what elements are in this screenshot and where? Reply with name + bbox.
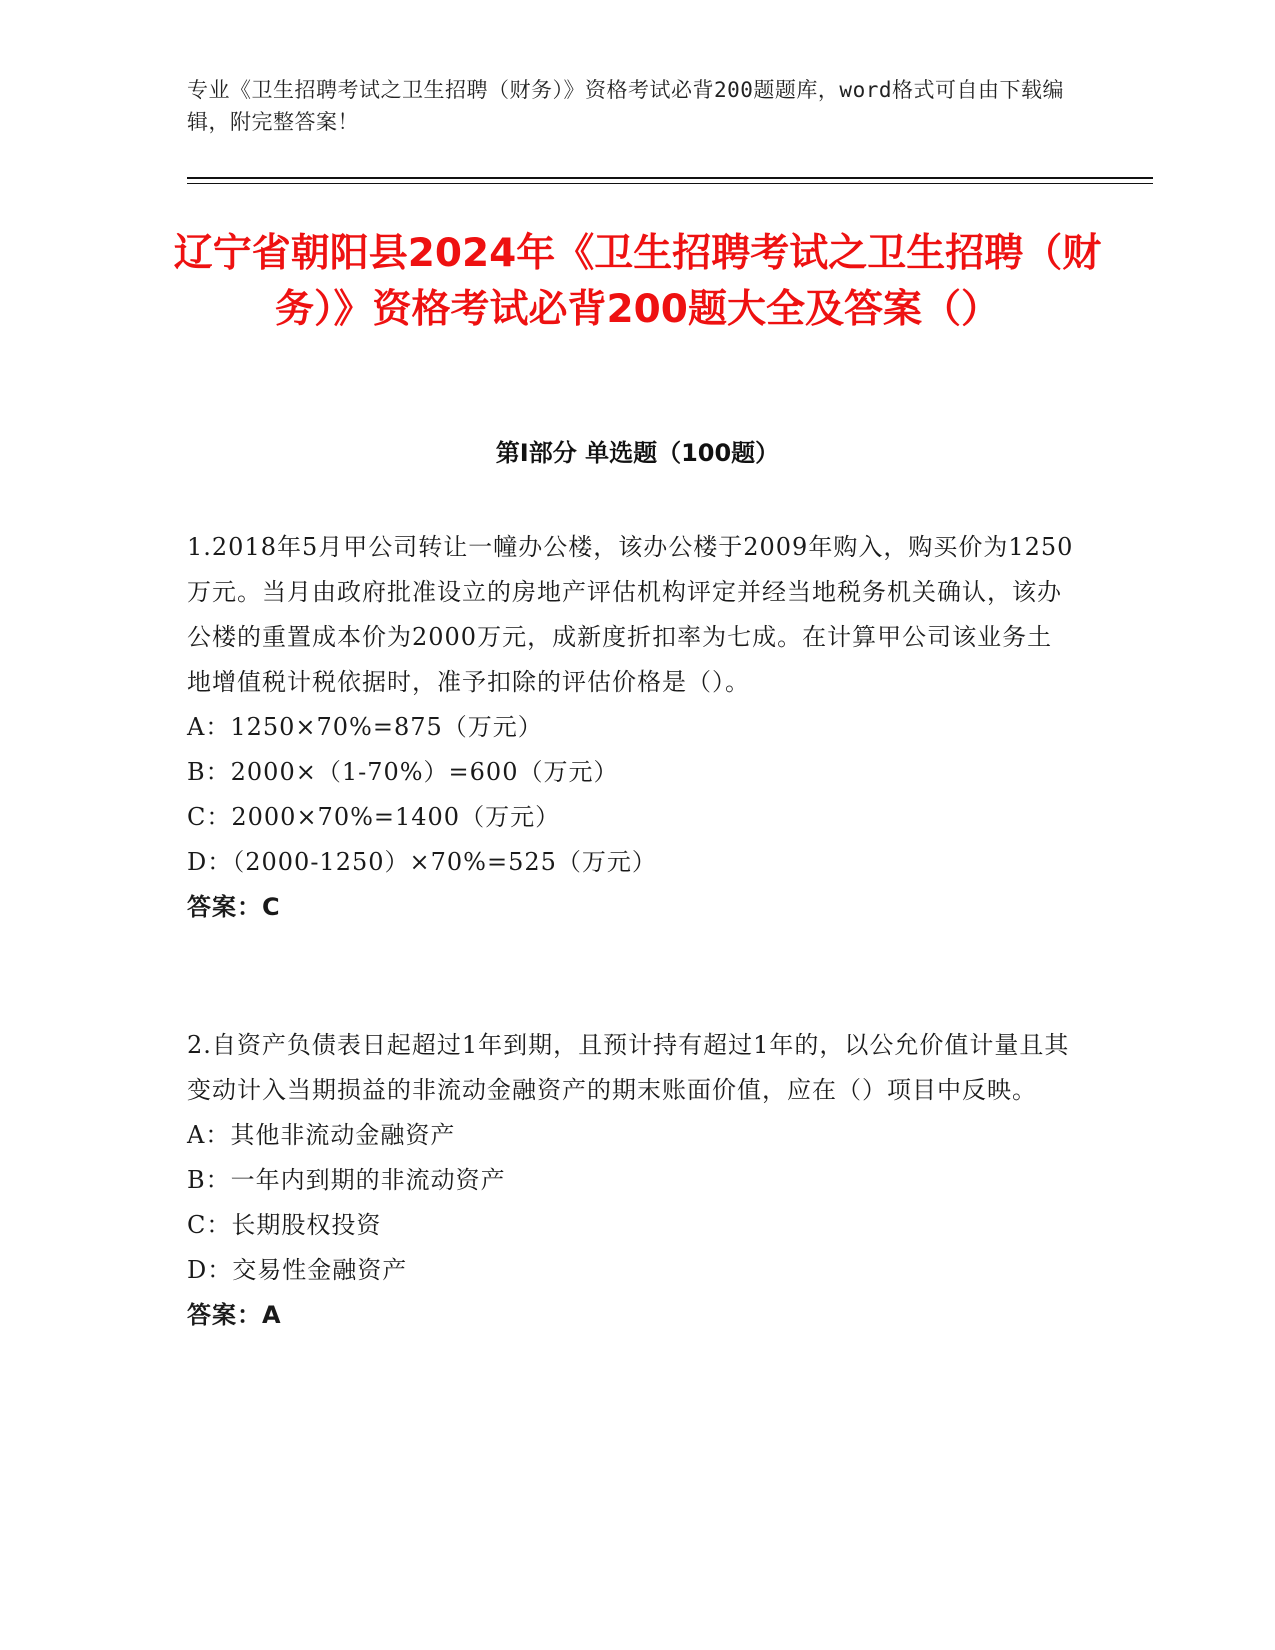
question-stem: 2.自资产负债表日起超过1年到期，且预计持有超过1年的，以公允价值计量且其变动计入当期损益的非流动金融资产的期末账面价值，应在（）项目中反映。	[187, 1031, 1070, 1104]
option-c: C：长期股权投资	[187, 1211, 382, 1239]
header-note: 专业《卫生招聘考试之卫生招聘（财务）》资格考试必背200题题库，word格式可自由下载编辑，附完整答案！	[187, 78, 1064, 134]
option-c: C：2000×70%=1400（万元）	[187, 803, 561, 831]
header-divider-thick	[187, 177, 1153, 179]
section-title: 第I部分 单选题（100题）	[495, 439, 780, 467]
option-a: A：其他非流动金融资产	[187, 1121, 456, 1149]
header-divider-thin	[187, 183, 1153, 184]
option-b: B：2000×（1-70%）=600（万元）	[187, 758, 619, 786]
document-title: 辽宁省朝阳县2024年《卫生招聘考试之卫生招聘（财务）》资格考试必背200题大全及答案（）	[173, 231, 1102, 332]
option-d: D：（2000-1250）×70%=525（万元）	[187, 848, 657, 876]
option-b: B：一年内到期的非流动资产	[187, 1166, 506, 1194]
answer: 答案：C	[187, 893, 281, 921]
question-1	[187, 525, 1077, 930]
answer: 答案：A	[187, 1301, 282, 1329]
option-d: D：交易性金融资产	[187, 1256, 408, 1284]
question-stem: 1.2018年5月甲公司转让一幢办公楼，该办公楼于2009年购入，购买价为1250万元。当月由政府批准设立的房地产评估机构评定并经当地税务机关确认，该办公楼的重置成本价为2000万元，成新度折扣率为七成。在计算甲公司该业务土地增值税计税依据时，准予扣除的评估价格是（）。	[187, 533, 1074, 696]
question-2	[187, 1023, 1077, 1338]
option-a: A：1250×70%=875（万元）	[187, 713, 543, 741]
